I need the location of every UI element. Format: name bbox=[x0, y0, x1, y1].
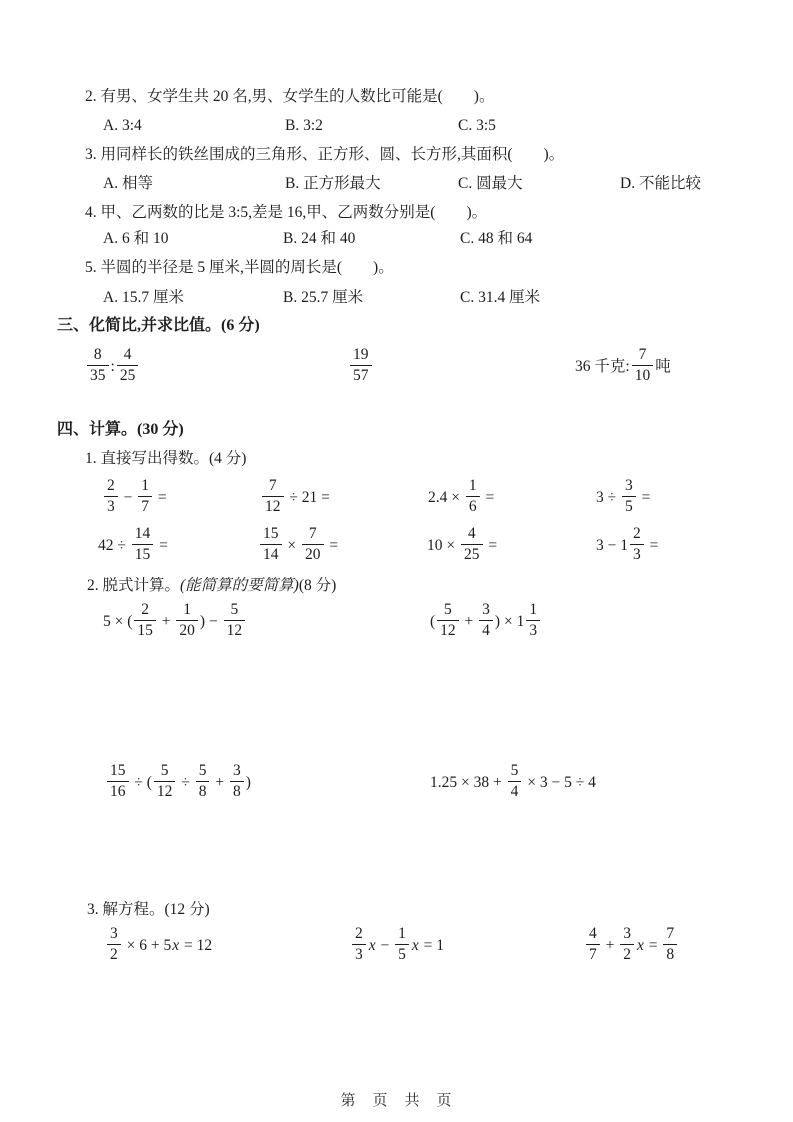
question-4-text: 4. 甲、乙两数的比是 3:5,差是 16,甲、乙两数分别是( )。 bbox=[85, 204, 488, 221]
simplify-ratio-item-1: $\frac{8}{35}$ : $\frac{4}{25}$ bbox=[85, 348, 140, 386]
question-5-option-a: A. 15.7 厘米 bbox=[103, 289, 184, 306]
direct-calc-item-3: 2.4 × $\frac{1}{6}$ = bbox=[428, 476, 495, 515]
section-4-heading: 四、计算。(30 分) bbox=[57, 421, 184, 438]
question-5-option-c: C. 31.4 厘米 bbox=[460, 289, 541, 306]
simplify-ratio-item-3: 36 千克: $\frac{7}{10}$ 吨 bbox=[575, 345, 671, 384]
direct-calc-item-4: 3 ÷ $\frac{3}{5}$ = bbox=[596, 476, 651, 515]
stepwise-expression-2: ( $\frac{5}{12}$ + $\frac{3}{4}$ ) × 1 $\frac{1}{3}$ bbox=[430, 603, 542, 641]
question-4-option-a: A. 6 和 10 bbox=[103, 230, 169, 247]
direct-calc-item-5: 42 ÷ $\frac{14}{15}$ = bbox=[98, 524, 168, 563]
question-5-text: 5. 半圆的半径是 5 厘米,半圆的周长是( )。 bbox=[85, 259, 394, 276]
direct-calc-item-2: $\frac{7}{12}$ ÷ 21 = bbox=[260, 479, 330, 517]
stepwise-calc-label bbox=[87, 576, 336, 595]
question-5-option-b: B. 25.7 厘米 bbox=[283, 289, 364, 306]
equation-1: $\frac{3}{2}$ × 6 + 5x = 12 bbox=[105, 927, 212, 965]
question-3-text: 3. 用同样长的铁丝围成的三角形、正方形、圆、长方形,其面积( )。 bbox=[85, 146, 565, 163]
section-3-heading: 三、化简比,并求比值。(6 分) bbox=[57, 317, 260, 334]
question-3-option-d: D. 不能比较 bbox=[620, 175, 701, 192]
stepwise-calc-label-suffix: (8 分) bbox=[298, 577, 337, 594]
direct-calc-item-8: 3 − 1 $\frac{2}{3}$ = bbox=[596, 524, 659, 563]
question-2-option-c: C. 3:5 bbox=[458, 117, 496, 134]
stepwise-calc-label-note: (能简算的要简算) bbox=[180, 577, 299, 594]
solve-equations-label: 3. 解方程。(12 分) bbox=[87, 901, 210, 918]
equation-3: $\frac{4}{7}$ + $\frac{3}{2}$ x = $\frac{7}{8}$ bbox=[584, 927, 679, 965]
direct-calc-label: 1. 直接写出得数。(4 分) bbox=[85, 450, 247, 467]
question-3-option-b: B. 正方形最大 bbox=[285, 175, 381, 192]
question-4-option-c: C. 48 和 64 bbox=[460, 230, 533, 247]
question-3-option-a: A. 相等 bbox=[103, 175, 153, 192]
question-2-option-b: B. 3:2 bbox=[285, 117, 323, 134]
simplify-ratio-item-2: $\frac{19}{57}$ bbox=[348, 348, 374, 386]
page-footer: 第 页 共 页 bbox=[340, 1092, 453, 1109]
question-2-option-a: A. 3:4 bbox=[103, 117, 142, 134]
direct-calc-item-7: 10 × $\frac{4}{25}$ = bbox=[427, 524, 498, 563]
stepwise-expression-1: 5 × ( $\frac{2}{15}$ + $\frac{1}{20}$ ) − $\frac{5}{12}$ bbox=[103, 603, 247, 641]
equation-2: $\frac{2}{3}$ x − $\frac{1}{5}$ x = 1 bbox=[350, 927, 444, 965]
question-2-text: 2. 有男、女学生共 20 名,男、女学生的人数比可能是( )。 bbox=[85, 88, 495, 105]
stepwise-calc-label-prefix: 2. 脱式计算。 bbox=[87, 577, 181, 594]
direct-calc-item-6: $\frac{15}{14}$ × $\frac{7}{20}$ = bbox=[258, 527, 338, 565]
stepwise-expression-4: 1.25 × 38 + $\frac{5}{4}$ × 3 − 5 ÷ 4 bbox=[430, 761, 596, 800]
stepwise-expression-3: $\frac{15}{16}$ ÷ ( $\frac{5}{12}$ ÷ $\frac{5}{8}$ + $\frac{3}{8}$ ) bbox=[105, 764, 251, 802]
direct-calc-item-1: $\frac{2}{3}$ − $\frac{1}{7}$ = bbox=[102, 479, 167, 517]
question-3-option-c: C. 圆最大 bbox=[458, 175, 523, 192]
question-4-option-b: B. 24 和 40 bbox=[283, 230, 356, 247]
